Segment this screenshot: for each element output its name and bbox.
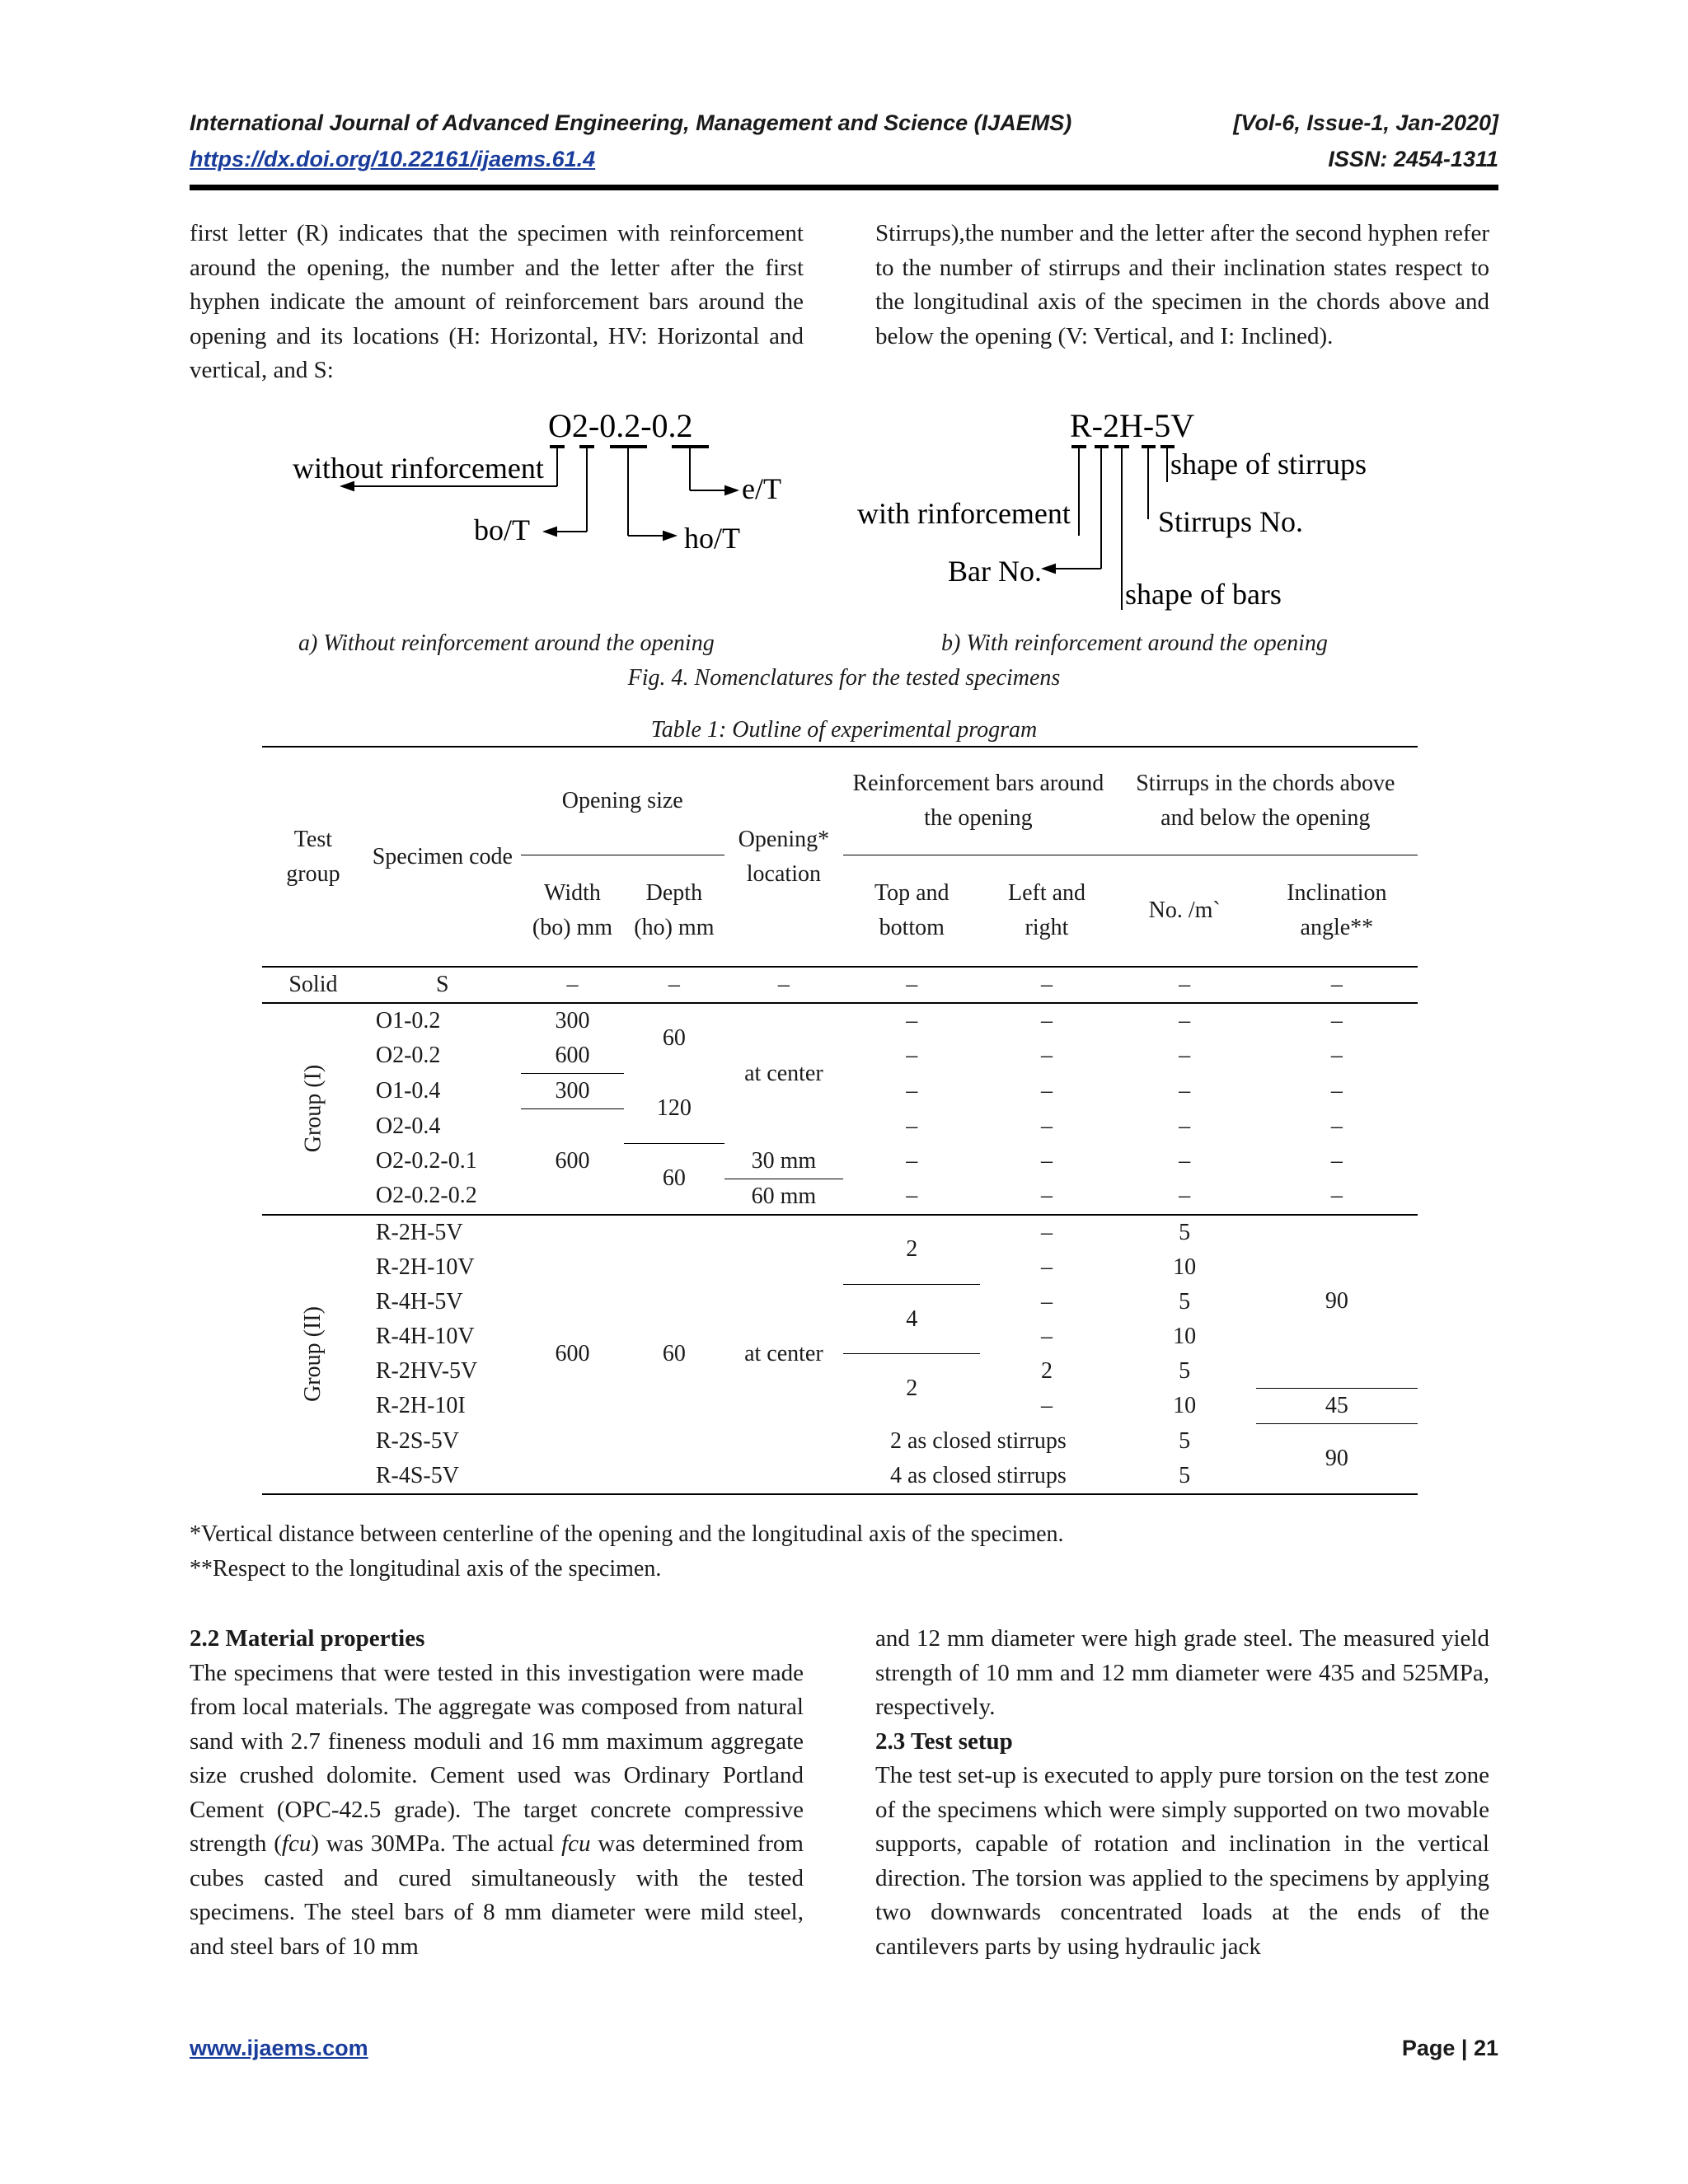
table-cell: 2 bbox=[1041, 1357, 1053, 1384]
header-inclination: Inclination angle** bbox=[1256, 855, 1418, 968]
figure-b-caption: b) With reinforcement around the opening bbox=[941, 630, 1328, 656]
figure-b-diagram bbox=[857, 404, 1418, 626]
table-cell: O2-0.4 bbox=[375, 1113, 441, 1139]
table-cell: 5 bbox=[1179, 1357, 1191, 1384]
table-cell: R-2H-10I bbox=[375, 1393, 466, 1418]
table-cell: – bbox=[1041, 1008, 1053, 1033]
running-header bbox=[190, 110, 1498, 136]
table-cell: R-2H-5V bbox=[375, 1219, 463, 1245]
figure-b-shape-bars: shape of bars bbox=[1125, 578, 1282, 611]
header-no-per-m: No. /m` bbox=[1114, 855, 1256, 968]
table-cell: – bbox=[1179, 1008, 1191, 1033]
table-cell: 600 bbox=[521, 1038, 624, 1074]
figure-a-without: without rinforcement bbox=[293, 452, 544, 485]
table-note-1: *Vertical distance between centerline of the opening and the longitudinal axis of the specimen. bbox=[190, 1521, 1064, 1547]
table-cell: 60 mm bbox=[724, 1179, 844, 1215]
table-cell: – bbox=[1179, 1113, 1191, 1139]
left-column-bottom bbox=[190, 1622, 804, 1964]
figure-b-code: R-2H-5V bbox=[1070, 407, 1195, 444]
paragraph-2-3: The test set-up is executed to apply pure torsion on the test zone of the specimens which were simply supported on two movable supports, capable of rotation and inclination in the vertical direction. The torsion was applied to the specimens by applying two downwards concentrated loads at the ends of the cantilevers parts by using hydraulic jack bbox=[875, 1762, 1489, 1960]
table-row bbox=[262, 1215, 1418, 1250]
table-cell: at center bbox=[744, 1060, 823, 1086]
table-row bbox=[262, 1179, 1418, 1215]
table-cell: 300 bbox=[521, 1074, 624, 1109]
table-cell: – bbox=[1256, 1179, 1418, 1215]
solid-group: Solid bbox=[262, 967, 364, 1003]
table-cell: 4 bbox=[843, 1285, 980, 1354]
table-cell: – bbox=[1041, 1288, 1053, 1315]
table-cell: – bbox=[906, 1113, 918, 1139]
paragraph-right-top: Stirrups),the number and the letter after the second hyphen refer to the number of stirrups and their inclination states respect to the longitudinal axis of the specimen in the chords above and below the opening (V: Vertical, and I: Inclined). bbox=[875, 220, 1489, 349]
experimental-program-table bbox=[262, 746, 1418, 1495]
figure-a-code: O2-0.2-0.2 bbox=[548, 407, 693, 444]
table-cell: – bbox=[1114, 1179, 1256, 1215]
table-cell: 5 bbox=[1179, 1427, 1191, 1454]
table-cell: – bbox=[980, 1179, 1113, 1215]
figure-a-bo: bo/T bbox=[474, 513, 530, 546]
table-cell: O2-0.2-0.1 bbox=[375, 1147, 477, 1174]
table-cell: 2 bbox=[843, 1215, 980, 1285]
table-cell: O1-0.4 bbox=[375, 1078, 441, 1104]
table-cell: – bbox=[1330, 1113, 1343, 1139]
table-cell: – bbox=[521, 967, 624, 1003]
group-2-label: Group (II) bbox=[262, 1215, 364, 1494]
figure-b-shape-stirrups: shape of stirrups bbox=[1170, 448, 1367, 480]
table-cell: R-2S-5V bbox=[375, 1427, 459, 1454]
table-cell: 10 bbox=[1173, 1393, 1197, 1418]
table-cell: – bbox=[1041, 1393, 1053, 1418]
table-cell: 5 bbox=[1114, 1459, 1256, 1494]
table-cell: 5 bbox=[1179, 1288, 1191, 1315]
right-column-bottom bbox=[875, 1622, 1489, 1964]
figure-b-with: with rinforcement bbox=[857, 497, 1071, 530]
table-cell: – bbox=[624, 967, 724, 1003]
table-cell: 10 bbox=[1173, 1254, 1197, 1280]
table-cell: – bbox=[980, 967, 1113, 1003]
table-cell: – bbox=[1041, 1078, 1053, 1104]
figure-b-stirrups-no: Stirrups No. bbox=[1158, 505, 1304, 538]
website-link[interactable]: www.ijaems.com bbox=[190, 2036, 368, 2060]
table-cell: 60 bbox=[624, 1144, 724, 1215]
header-specimen-code: Specimen code bbox=[364, 747, 521, 967]
solid-code: S bbox=[364, 967, 521, 1003]
table-caption: Table 1: Outline of experimental program bbox=[650, 717, 1038, 743]
page-number: Page | 21 bbox=[1401, 2036, 1498, 2060]
table-cell: – bbox=[1179, 1043, 1191, 1069]
table-cell: 120 bbox=[624, 1074, 724, 1144]
table-cell: 2 as closed stirrups bbox=[889, 1427, 1067, 1454]
section-heading-2-3: 2.3 Test setup bbox=[875, 1727, 1013, 1755]
table-cell: – bbox=[1041, 1113, 1053, 1139]
table-note-2: **Respect to the longitudinal axis of the specimen. bbox=[190, 1556, 662, 1582]
table-cell: 45 bbox=[1256, 1389, 1418, 1424]
table-cell: – bbox=[1179, 1147, 1191, 1174]
header-rule bbox=[190, 185, 1498, 190]
table-cell: – bbox=[1041, 1219, 1053, 1245]
table-cell: 600 bbox=[521, 1109, 624, 1215]
table-cell: 4 as closed stirrups bbox=[843, 1459, 1113, 1494]
table-cell: – bbox=[1330, 1043, 1343, 1069]
table-cell: at center bbox=[724, 1215, 844, 1494]
table-cell: – bbox=[1041, 1147, 1053, 1174]
page-footer bbox=[190, 2036, 1498, 2061]
section-heading-2-2: 2.2 Material properties bbox=[190, 1625, 425, 1652]
paragraph-2-2-continued: and 12 mm diameter were high grade steel. The measured yield strength of 10 mm and 12 mm diameter were 435 and 525MPa, respectively. bbox=[875, 1625, 1489, 1720]
header-stirrups: Stirrups in the chords above and below the opening bbox=[1114, 747, 1418, 855]
table-cell: – bbox=[843, 1179, 980, 1215]
header-reinforcement: Reinforcement bars around the opening bbox=[843, 747, 1113, 855]
volume-info: [Vol-6, Issue-1, Jan-2020] bbox=[1233, 110, 1498, 135]
left-column-top bbox=[190, 217, 804, 388]
group-1-label: Group (I) bbox=[262, 1003, 364, 1215]
table-cell: 30 mm bbox=[724, 1144, 844, 1179]
table-cell: – bbox=[1256, 967, 1418, 1003]
table-cell: R-4H-5V bbox=[375, 1288, 463, 1315]
table-cell: R-4H-10V bbox=[375, 1323, 475, 1349]
table-cell: – bbox=[1179, 1078, 1191, 1104]
table-cell: – bbox=[843, 967, 980, 1003]
table-cell: R-4S-5V bbox=[364, 1459, 521, 1494]
table-cell: – bbox=[906, 1008, 918, 1033]
figure-a-et: e/T bbox=[742, 472, 781, 505]
doi-link[interactable]: https://dx.doi.org/10.22161/ijaems.61.4 bbox=[190, 147, 596, 171]
table-cell: – bbox=[1041, 1254, 1053, 1280]
table-cell: – bbox=[1330, 1147, 1343, 1174]
table-cell: 300 bbox=[555, 1008, 590, 1033]
right-column-top bbox=[875, 217, 1489, 354]
table-cell: 90 bbox=[1256, 1215, 1418, 1389]
table-row bbox=[262, 1003, 1418, 1038]
table-cell: – bbox=[906, 1147, 918, 1174]
table-cell: 2 bbox=[906, 1376, 918, 1402]
table-cell: O1-0.2 bbox=[375, 1008, 441, 1033]
table-cell: 90 bbox=[1256, 1424, 1418, 1494]
figure-caption: Fig. 4. Nomenclatures for the tested specimens bbox=[627, 665, 1061, 691]
table-cell: 60 bbox=[662, 1025, 686, 1052]
header-width: Width (bo) mm bbox=[521, 855, 624, 968]
header-opening-location: Opening* location bbox=[724, 747, 844, 967]
header-test-group: Test group bbox=[262, 747, 364, 967]
table-cell: – bbox=[906, 1078, 918, 1104]
table-cell: – bbox=[906, 1043, 918, 1069]
table-cell: R-2HV-5V bbox=[375, 1357, 478, 1384]
figure-a-ho: ho/T bbox=[684, 522, 740, 555]
paragraph-left-top: first letter (R) indicates that the specimen with reinforcement around the opening, the number and the letter after the first hyphen indicate the amount of reinforcement bars around the opening and its locations (H: Horizontal, HV: Horizontal and vertical, and S: bbox=[190, 220, 804, 383]
header-left-right: Left and right bbox=[980, 855, 1113, 968]
table-cell: 60 bbox=[624, 1215, 724, 1494]
table-cell: O2-0.2-0.2 bbox=[364, 1179, 521, 1215]
table-cell: 600 bbox=[521, 1215, 624, 1494]
table-cell: – bbox=[1114, 967, 1256, 1003]
table-cell: – bbox=[1330, 1078, 1343, 1104]
header-top-bottom: Top and bottom bbox=[843, 855, 980, 968]
figure-a-diagram bbox=[284, 404, 812, 626]
paragraph-2-2: The specimens that were tested in this investigation were made from local materials. The aggregate was composed from natural sand with 2.7 fineness moduli and 16 mm maximum aggregate size crushed dolomite. Cement used was Ordinary Portland Cement (OPC-42.5 grade). The target concrete compressive strength (fcu) was 30MPa. The actual fcu was determined from cubes casted and cured simultaneously with the tested specimens. The steel bars of 8 mm diameter were mild steel, and steel bars of 10 mm bbox=[190, 1659, 804, 1960]
table-cell: 5 bbox=[1179, 1219, 1191, 1245]
table-cell: O2-0.2 bbox=[375, 1043, 441, 1069]
header-depth: Depth (ho) mm bbox=[624, 855, 724, 968]
table-cell: – bbox=[1041, 1043, 1053, 1069]
header-opening-size: Opening size bbox=[521, 747, 724, 855]
journal-title: International Journal of Advanced Engineering, Management and Science (IJAEMS) bbox=[190, 110, 1072, 135]
table-cell: – bbox=[724, 967, 844, 1003]
running-header-line2 bbox=[190, 147, 1498, 172]
table-cell: 10 bbox=[1173, 1323, 1197, 1349]
figure-a-caption: a) Without reinforcement around the opening bbox=[298, 630, 715, 656]
table-cell: – bbox=[1041, 1323, 1053, 1349]
table-cell: R-2H-10V bbox=[375, 1254, 475, 1280]
table-cell: – bbox=[1330, 1008, 1343, 1033]
table-row bbox=[262, 1144, 1418, 1179]
figure-b-bar-no: Bar No. bbox=[948, 555, 1042, 588]
issn: ISSN: 2454-1311 bbox=[1328, 147, 1498, 171]
